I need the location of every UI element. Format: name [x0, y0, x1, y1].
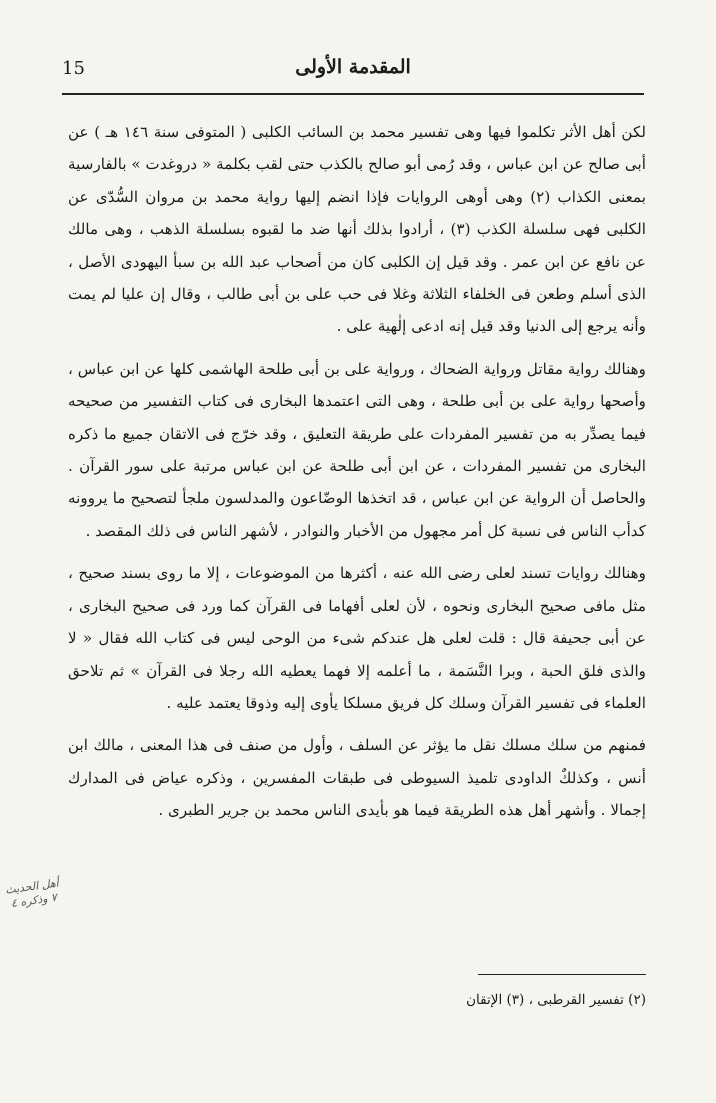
running-title: المقدمة الأولى [295, 56, 411, 78]
paragraph-3: وهنالك روايات تسند لعلى رضى الله عنه ، أكثرها من الموضوعات ، إلا ما روى بسند صحيح ، مثل مافى صحيح البخارى ونحوه ، لأن لعلى أفهاما فى القرآن كما ورد فى صحيح البخارى ، عن أبى جحيفة قال : قلت لعلى هل عندكم شىء من الوحى ليس فى كتاب الله فقال « لا والذى فلق الحبة ، وبرا النَّسَمة ، ما أعلمه إلا فهما يعطيه الله رجلا فى القرآن » ثم تلاحق العلماء فى تفسير القرآن وسلك كل فريق مسلكا يأوى إليه وذوقا يعتمد عليه . [68, 564, 646, 712]
body-text [68, 116, 646, 827]
handwritten-margin-note: أهل الحديث ۷ وذكره ٤ [4, 876, 60, 911]
paragraph-4: فمنهم من سلك مسلك نقل ما يؤثر عن السلف ، وأول من صنف فى هذا المعنى ، مالك ابن أنس ، وكذلكٌ الداودى تلميذ السيوطى فى طبقات المفسرين ، وذكره عياض فى المدارك إجمالا . وأشهر أهل هذه الطريقة فيما هو بأيدى الناس محمد بن جرير الطبرى . [68, 736, 646, 820]
paragraph-1: لكن أهل الأثر تكلموا فيها وهى تفسير محمد بن السائب الكلبى ( المتوفى سنة ١٤٦ هـ ) عن أبى صالح عن ابن عباس ، وقد رُمى أبو صالح بالكذب حتى لقب بكلمة « دروغدت » بالفارسية بمعنى الكذاب (٢) وهى أوهى الروايات فإذا انضم إليها رواية محمد بن مروان السُّدّى عن الكلبى فهى سلسلة الكذب (٣) ، أرادوا بذلك أنها ضد ما لقبوه بسلسلة الذهب ، وهى مالك عن نافع عن ابن عمر . وقد قيل إن الكلبى كان من أصحاب عبد الله بن سبأ اليهودى الأصل ، الذى أسلم وطعن فى الخلفاء الثلاثة وغلا فى حب على بن أبى طالب ، وقال إن عليا لم يمت وأنه يرجع إلى الدنيا وقد قيل إنه ادعى إلٰهية على . [68, 123, 646, 336]
paragraph-2: وهنالك رواية مقاتل ورواية الضحاك ، ورواية على بن أبى طلحة الهاشمى كلها عن ابن عباس ، وأصحها رواية على بن أبى طلحة ، وهى التى اعتمدها البخارى فى كتاب التفسير من صحيحه فيما يصدِّر به من تفسير المفردات على طريقة التعليق ، وقد خرّج فى الاتقان جميع ما ذكره البخارى من تفسير المفردات ، عن ابن أبى طلحة عن ابن عباس مرتبة على سور القرآن . والحاصل أن الرواية عن ابن عباس ، قد اتخذها الوضّاعون والمدلسون ملجأ لتصحيح ما يروونه كدأب الناس فى نسبة كل أمر مجهول من الأخبار والنوادر ، لأشهر الناس فى ذلك المقصد . [68, 359, 646, 540]
page-number: 15 [62, 58, 85, 79]
page-header [62, 50, 644, 90]
footnotes: (٢) تفسير القرطبى ، (٣) الإتقان [466, 992, 646, 1008]
header-rule [62, 93, 644, 95]
footnote-rule [478, 974, 646, 975]
